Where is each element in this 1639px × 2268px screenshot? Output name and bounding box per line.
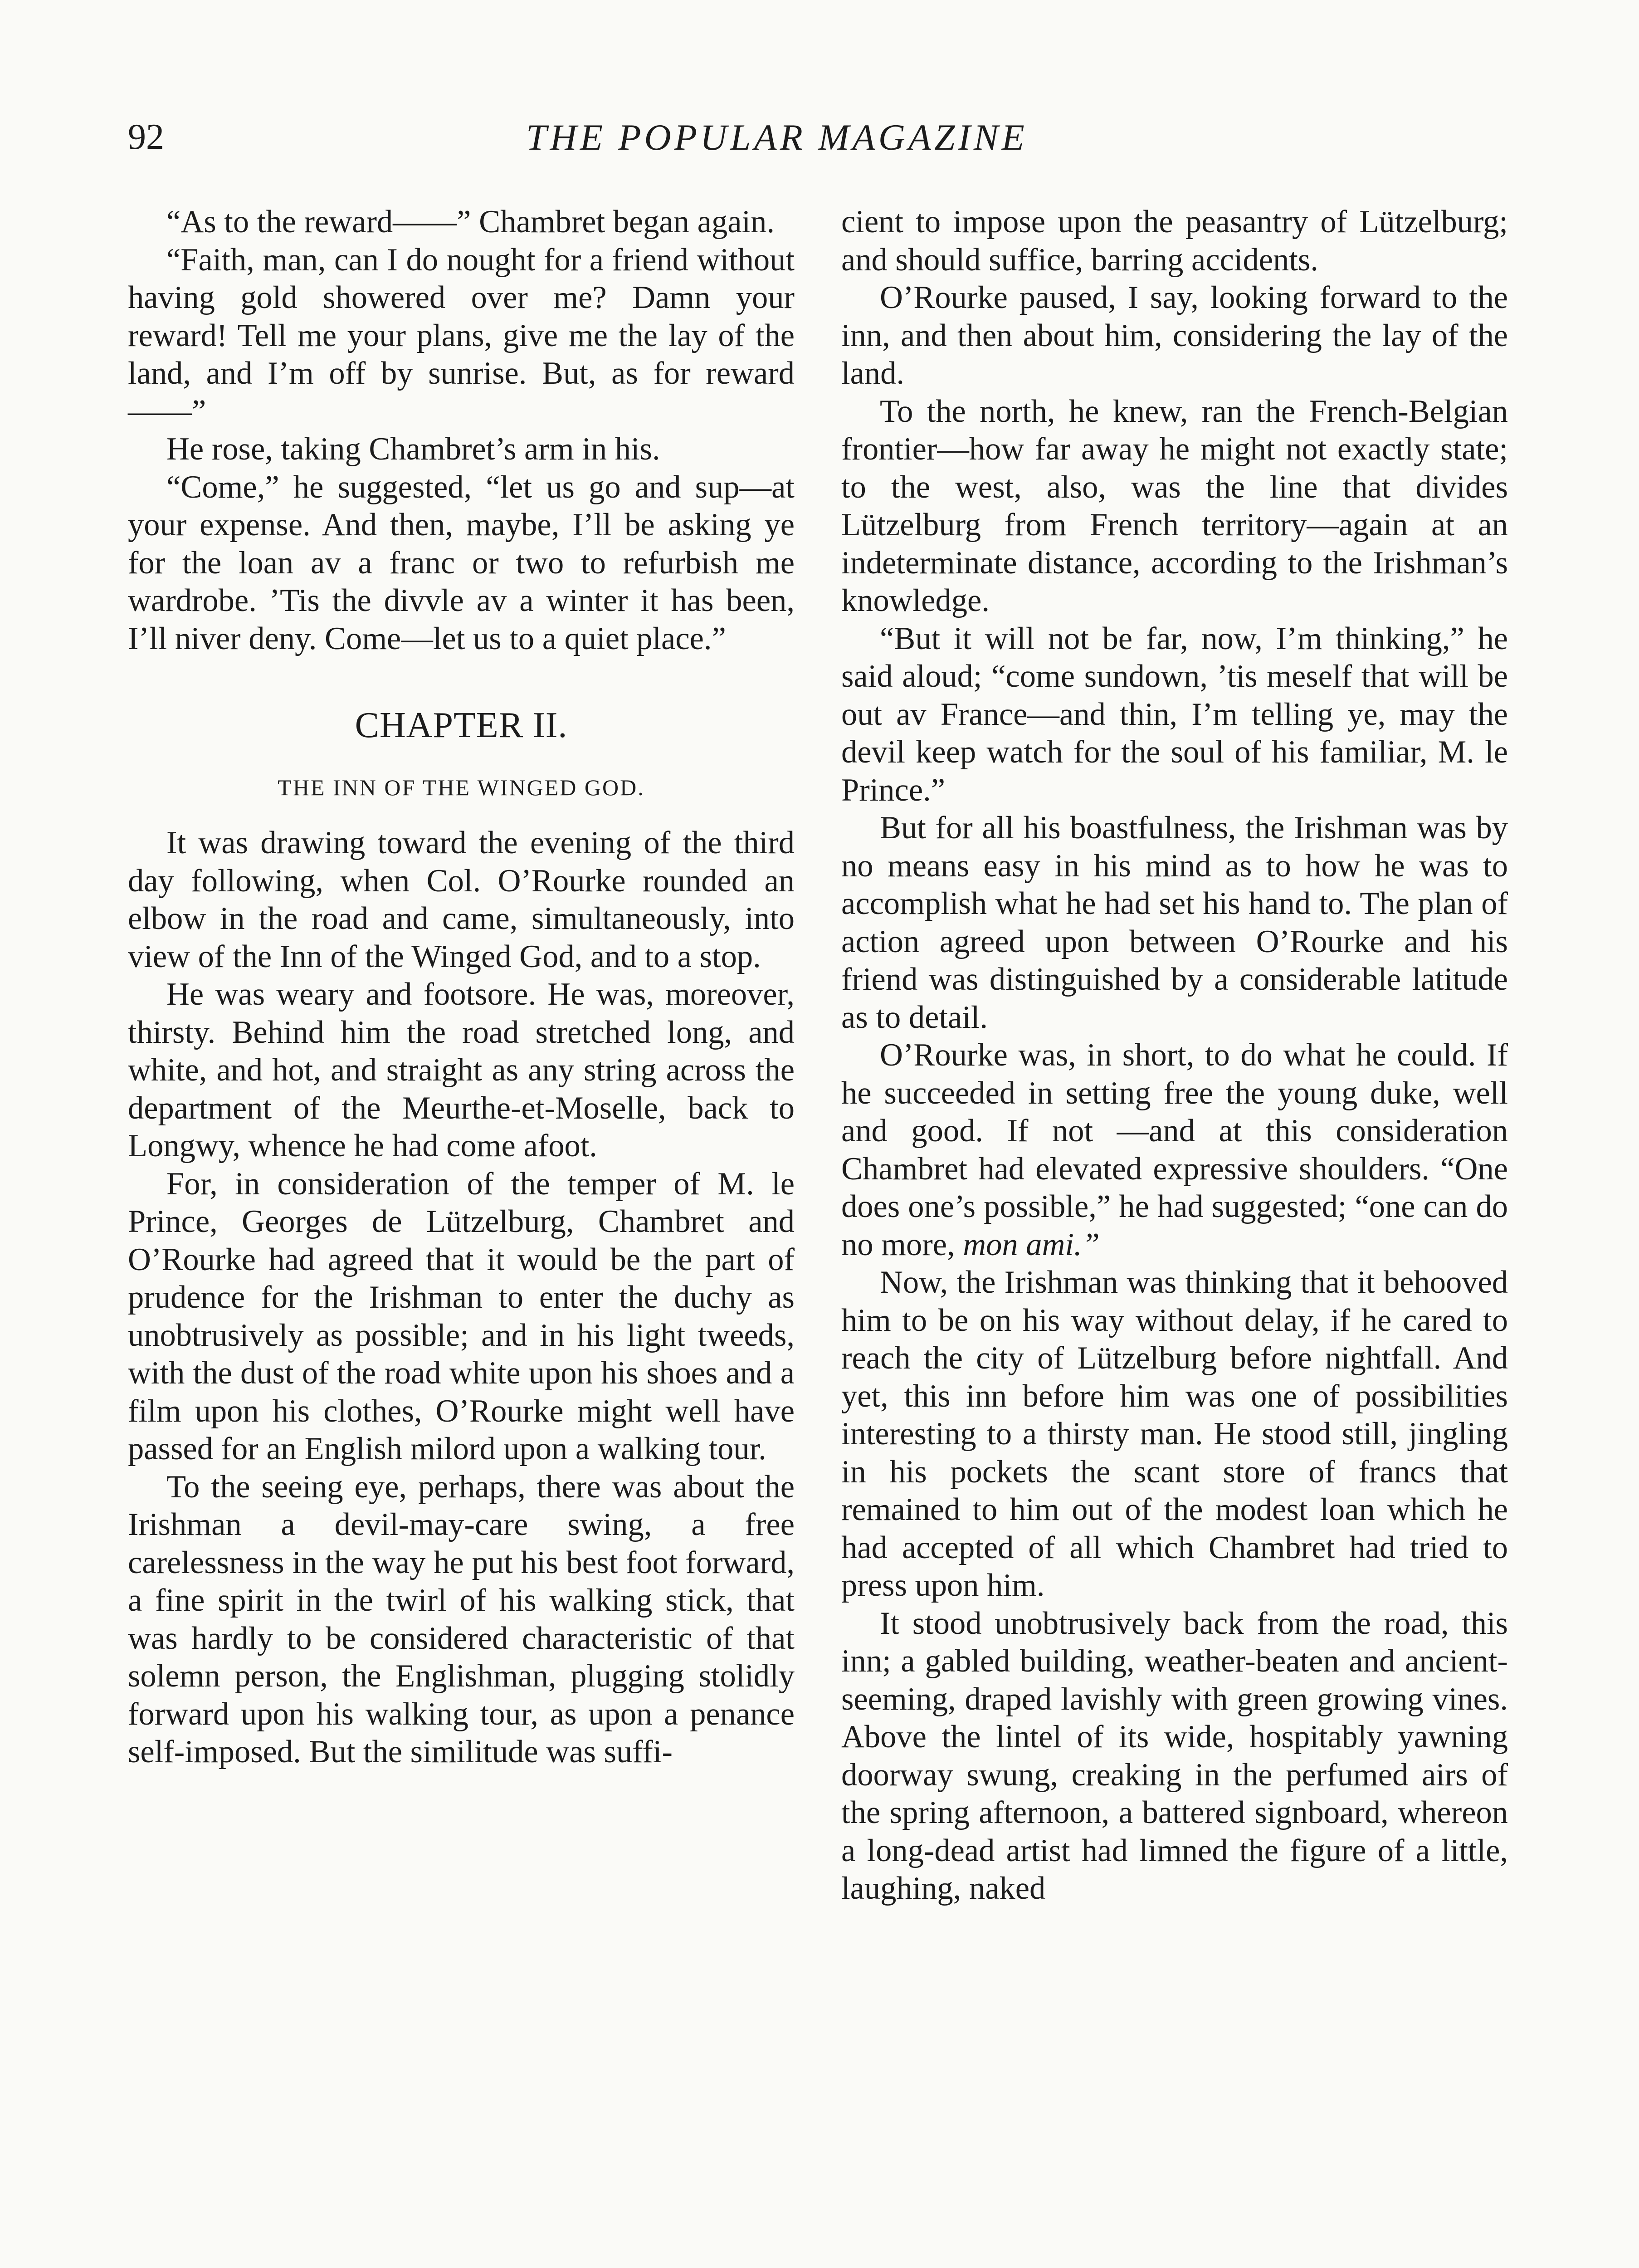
- paragraph: It stood unobtrusively back from the road, this inn; a gabled building, weather-beaten and ancient-seeming, draped lavishly with green growing vines. Above the lintel of its wide, hospitably yawning doorway swung, creaking in the perfumed airs of the spring afternoon, a battered signboard, whereon a long-dead artist had limned the figure of a little, laughing, naked: [841, 1605, 1508, 1906]
- right-column: [841, 203, 1508, 1908]
- paragraph: He rose, taking Chambret’s arm in his.: [166, 431, 660, 467]
- paragraph-text: O’Rourke was, in short, to do what he could. If he succeeded in setting free the young duke, well and good. If not —and at this consideration Chambret had elevated expressive shoulders. “One does one’s possible,” he had suggested; “one can do no more,: [841, 1037, 1508, 1262]
- paragraph: cient to impose upon the peasantry of Lützelburg; and should suffice, barring accidents.: [841, 204, 1508, 278]
- paragraph: “Come,” he suggested, “let us go and sup—at your expense. And then, maybe, I’ll be asking ye for the loan av a franc or two to refurbish me wardrobe. ’Tis the divvle av a winter it has been, I’ll niver deny. Come—let us to a quiet place.”: [128, 469, 795, 656]
- chapter-subtitle: THE INN OF THE WINGED GOD.: [278, 775, 645, 800]
- paragraph: To the north, he knew, ran the French-Belgian frontier—how far away he might not exactly state; to the west, also, was the line that divides Lützelburg from French territory—again at an indeterminate distance, according to the Irishman’s knowledge.: [841, 393, 1508, 618]
- paragraph: “Faith, man, can I do nought for a friend without having gold showered over me? Damn your reward! Tell me your plans, give me the lay of the land, and I’m off by sunrise. But, as for reward——”: [128, 242, 795, 429]
- paragraph: O’Rourke paused, I say, looking forward to the inn, and then about him, considering the lay of the land.: [841, 280, 1508, 391]
- paragraph: “But it will not be far, now, I’m thinking,” he said aloud; “come sundown, ’tis meself that will be out av France—and thin, I’m telling ye, may the devil keep watch for the soul of his familiar, M. le Prince.”: [841, 621, 1508, 808]
- italic-phrase: mon ami.”: [963, 1227, 1100, 1262]
- chapter-heading: CHAPTER II.: [355, 705, 568, 745]
- paragraph: [841, 1036, 1508, 1264]
- paragraph: “As to the reward——” Chambret began again.: [166, 204, 775, 240]
- page-number: 92: [128, 117, 164, 157]
- left-column: [128, 203, 795, 1771]
- running-title: THE POPULAR MAGAZINE: [526, 117, 1028, 158]
- paragraph: It was drawing toward the evening of the third day following, when Col. O’Rourke rounded an elbow in the road and came, simultaneously, into view of the Inn of the Winged God, and to a stop.: [128, 825, 795, 974]
- paragraph: But for all his boastfulness, the Irishman was by no means easy in his mind as to how he was to accomplish what he had set his hand to. The plan of action agreed upon between O’Rourke and his friend was distinguished by a considerable latitude as to detail.: [841, 810, 1508, 1035]
- paragraph: Now, the Irishman was thinking that it behooved him to be on his way without delay, if he cared to reach the city of Lützelburg before nightfall. And yet, this inn before him was one of possibilities interesting to a thirsty man. He stood still, jingling in his pockets the scant store of francs that remained to him out of the modest loan which he had accepted of all which Chambret had tried to press upon him.: [841, 1265, 1508, 1603]
- paragraph: To the seeing eye, perhaps, there was about the Irishman a devil-may-care swing, a free carelessness in the way he put his best foot forward, a fine spirit in the twirl of his walking stick, that was hardly to be considered characteristic of that solemn person, the Englishman, plugging stolidly forward upon his walking tour, as upon a penance self-imposed. But the similitude was suffi-: [128, 1469, 795, 1769]
- paragraph: For, in consideration of the temper of M. le Prince, Georges de Lützelburg, Chambret and O’Rourke had agreed that it would be the part of prudence for the Irishman to enter the duchy as unobtrusively as possible; and in his light tweeds, with the dust of the road white upon his shoes and a film upon his clothes, O’Rourke might well have passed for an English milord upon a walking tour.: [128, 1166, 795, 1466]
- paragraph: He was weary and footsore. He was, moreover, thirsty. Behind him the road stretched long, and white, and hot, and straight as any string across the department of the Meurthe-et-Moselle, back to Longwy, whence he had come afoot.: [128, 977, 795, 1163]
